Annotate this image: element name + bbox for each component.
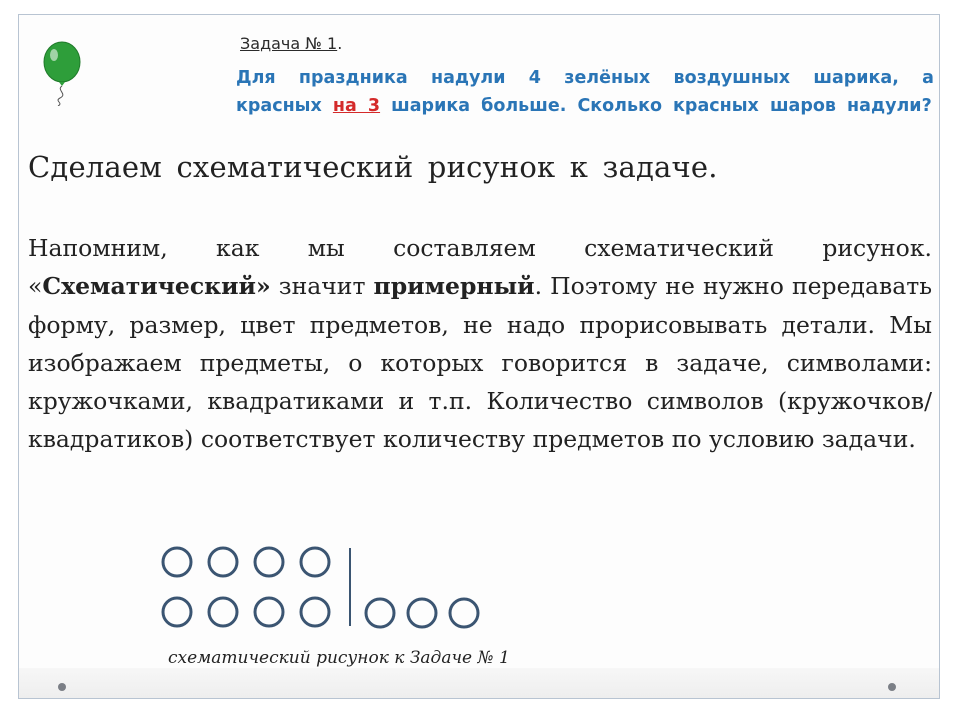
decorative-dot-right bbox=[888, 683, 896, 691]
task-text: Для праздника надули 4 зелёных воздушных шарика, а красных на 3 шарика больше. Сколько красных шаров надули? bbox=[236, 68, 934, 116]
red-balloon-circle bbox=[301, 598, 329, 626]
task-highlight: на 3 bbox=[332, 96, 381, 116]
red-circles-row bbox=[163, 598, 478, 627]
red-extra-balloon-circle bbox=[366, 599, 394, 627]
green-balloon-icon bbox=[40, 40, 86, 106]
schematic-drawing bbox=[150, 540, 490, 640]
green-balloon-circle bbox=[301, 548, 329, 576]
scheme-caption: схематический рисунок к Задаче № 1 bbox=[168, 648, 510, 668]
task-title: Задача № 1. bbox=[240, 34, 343, 53]
green-balloon-circle bbox=[163, 548, 191, 576]
green-circles-row bbox=[163, 548, 329, 576]
red-balloon-circle bbox=[163, 598, 191, 626]
red-balloon-circle bbox=[209, 598, 237, 626]
slide-bottom-band bbox=[19, 668, 939, 698]
page-heading: Сделаем схематический рисунок к задаче. bbox=[28, 150, 718, 184]
red-extra-balloon-circle bbox=[408, 599, 436, 627]
explanation-text: Напомним, как мы составляем схематический рисунок. «Схематический» значит примерный. Поэтому не нужно передавать форму, размер, цвет предметов, не надо прорисовывать детали. Мы изображаем предметы, о которых говорится в задаче, символами: кружочками, квадратиками и т.п. Количество символов (кружочков/ квадратиков) соответствует количеству предметов по условию задачи. bbox=[28, 234, 932, 454]
green-balloon-circle bbox=[209, 548, 237, 576]
green-balloon-circle bbox=[255, 548, 283, 576]
red-extra-balloon-circle bbox=[450, 599, 478, 627]
red-balloon-circle bbox=[255, 598, 283, 626]
decorative-dot-left bbox=[58, 683, 66, 691]
